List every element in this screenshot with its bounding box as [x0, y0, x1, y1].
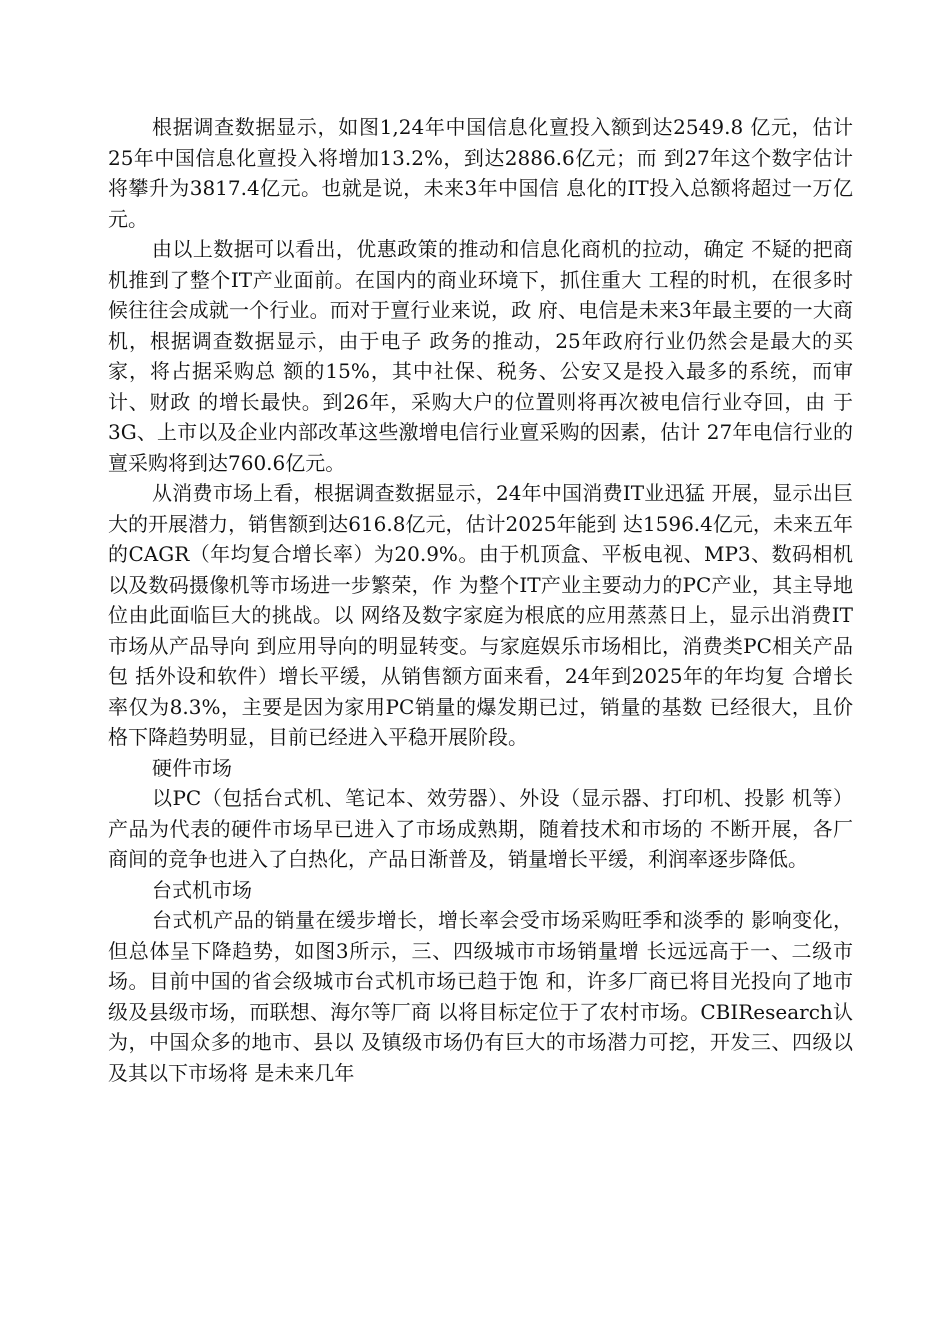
paragraph-desktop-market: 台式机产品的销量在缓步增长，增长率会受市场采购旺季和淡季的 影响变化，但总体呈下降趋势，如图3所示，三、四级城市市场销量增 长远远高于一、二级市场。目前中国的省会级城市台式机市场已趋于饱 和，许多厂商已将目光投向了地市级及县级市场，而联想、海尔等厂商 以将目标定位于了农村市场。CBIResearch认为，中国众多的地市、县以 及镇级市场仍有巨大的市场潜力可挖，开发三、四级以及其以下市场将 是未来几年	[108, 908, 853, 1085]
document-body	[108, 112, 853, 1088]
paragraph-hardware-market: 以PC（包括台式机、笔记本、效劳器）、外设（显示器、打印机、投影 机等）产品为代表的硬件市场早已进入了市场成熟期，随着技术和市场的 不断开展，各厂商间的竞争也进入了白热化，产品日渐普及，销量增长平缓，利润率逐步降低。	[108, 786, 853, 871]
paragraph-government-telecom: 由以上数据可以看出，优惠政策的推动和信息化商机的拉动，确定 不疑的把商机推到了整个IT产业面前。在国内的商业环境下，抓住重大 工程的时机，在很多时候往往会成就一个行业。而对于亶行业来说，政 府、电信是未来3年最主要的一大商机，根据调查数据显示，由于电子 政务的推动，25年政府行业仍然会是最大的买家，将占据采购总 额的15%，其中社保、税务、公安又是投入最多的系统，而审计、财政 的增长最快。到26年，采购大户的位置则将再次被电信行业夺回，由 于3G、上市以及企业内部改革这些激增电信行业亶采购的因素，估计 27年电信行业的亶采购将到达760.6亿元。	[108, 237, 853, 475]
paragraph-consumer-market: 从消费市场上看，根据调查数据显示，24年中国消费IT业迅猛 开展，显示出巨大的开展潜力，销售额到达616.8亿元，估计2025年能到 达1596.4亿元，未来五年的CAGR（年均复合增长率）为20.9%。由于机顶盒、平板电视、MP3、数码相机以及数码摄像机等市场进一步繁荣，作 为整个IT产业主要动力的PC产业，其主导地位由此面临巨大的挑战。以 网络及数字家庭为根底的应用蒸蒸日上，显示出消费IT市场从产品导向 到应用导向的明显转变。与家庭娱乐市场相比，消费类PC相关产品包 括外设和软件）增长平缓，从销售额方面来看，24年到2025年的年均复 合增长率仅为8.3%，主要是因为家用PC销量的爆发期已过，销量的基数 已经很大，且价格下降趋势明显，目前已经进入平稳开展阶段。	[108, 481, 853, 749]
heading-desktop-market: 台式机市场	[152, 877, 252, 902]
paragraph-it-investment: 根据调查数据显示，如图1,24年中国信息化亶投入额到达2549.8 亿元，估计25年中国信息化亶投入将增加13.2%，到达2886.6亿元；而 到27年这个数字估计将攀升为3817.4亿元。也就是说，未来3年中国信 息化的IT投入总额将超过一万亿元。	[108, 115, 853, 231]
heading-hardware-market: 硬件市场	[152, 755, 232, 780]
